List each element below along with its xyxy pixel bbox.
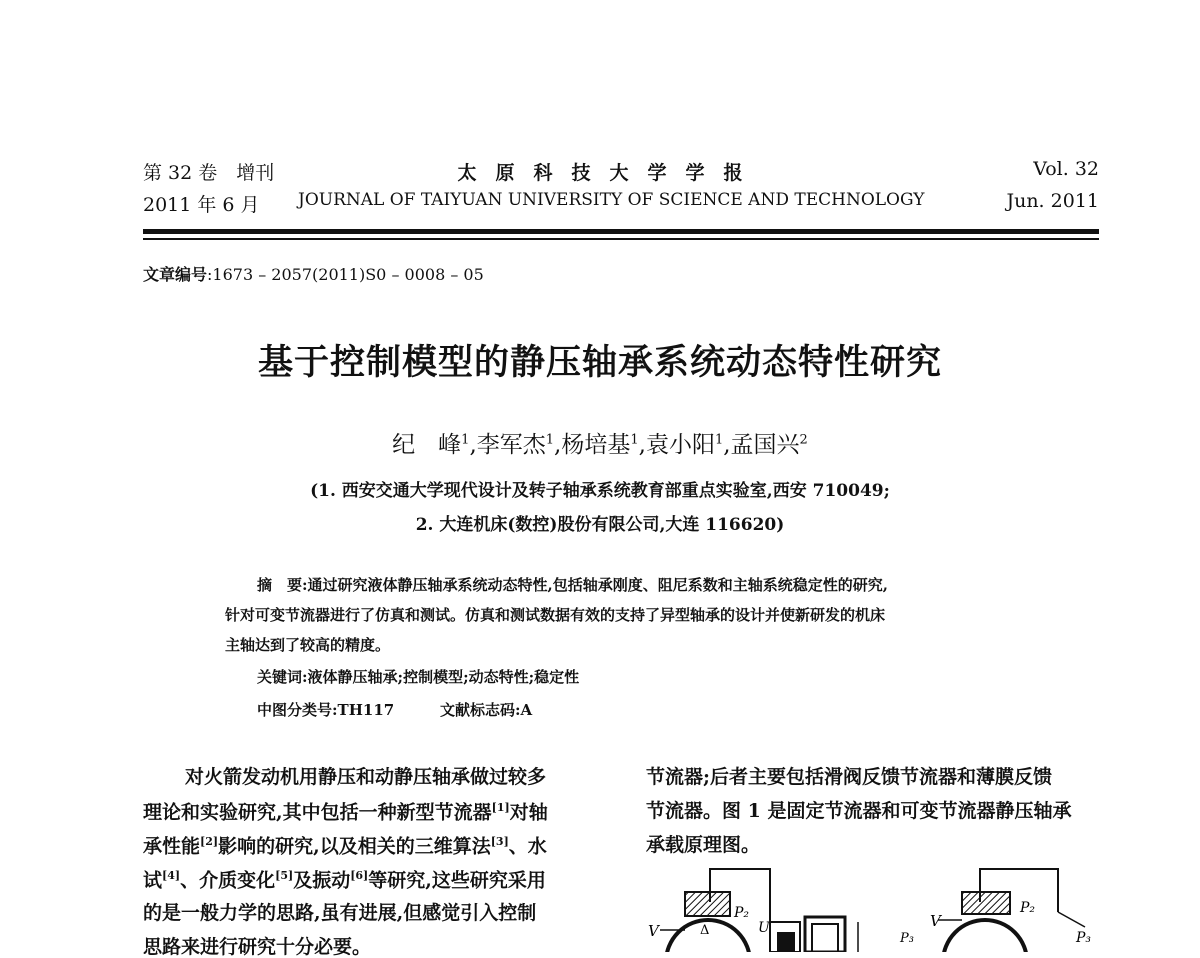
author-name: 李军杰 bbox=[476, 432, 546, 458]
article-number bbox=[143, 262, 484, 285]
citation: [4] bbox=[162, 869, 181, 882]
body-left-line bbox=[143, 870, 546, 890]
label-v: V bbox=[648, 922, 659, 940]
affiliation-line: (1. 西安交通大学现代设计及转子轴承系统教育部重点实验室,西安 710049; bbox=[310, 481, 890, 501]
label-u: U bbox=[758, 920, 770, 936]
label-p-mid: P₃ bbox=[900, 931, 914, 946]
author-aff: 1 bbox=[630, 432, 639, 448]
author-name: 孟国兴 bbox=[730, 432, 800, 458]
volume-en: Vol. 32 bbox=[1033, 158, 1099, 180]
author-name: 袁小阳 bbox=[645, 432, 715, 458]
author-aff: 1 bbox=[545, 432, 555, 448]
label-p3: P₃ bbox=[1076, 930, 1092, 946]
authors-line: 纪 峰$^1$,李军杰$^1$,杨培基$^1$,袁小阳$^1$,孟国兴$^2$ bbox=[392, 432, 808, 458]
keywords-value: :液体静压轴承;控制模型;动态特性;稳定性 bbox=[302, 668, 580, 686]
body-right-line: 节流器;后者主要包括滑阀反馈节流器和薄膜反馈 bbox=[646, 766, 1053, 788]
keywords-label: 关键词 bbox=[257, 668, 303, 686]
label-p2: P₂ bbox=[1020, 900, 1036, 916]
classification-line bbox=[257, 703, 394, 718]
classification-value: :TH117 bbox=[332, 701, 395, 719]
label-p2: P₂ bbox=[734, 905, 750, 921]
body-text: 、介质变化 bbox=[180, 869, 276, 892]
body-text: 试 bbox=[143, 869, 163, 892]
citation: [1] bbox=[491, 801, 510, 814]
journal-title-en: JOURNAL OF TAIYUAN UNIVERSITY OF SCIENCE AND TECHNOLOGY bbox=[298, 190, 925, 210]
citation: [5] bbox=[275, 869, 294, 882]
paper-title: 基于控制模型的静压轴承系统动态特性研究 bbox=[257, 343, 942, 383]
abstract-text: :通过研究液体静压轴承系统动态特性,包括轴承刚度、阻尼系数和主轴系统稳定性的研究, bbox=[302, 576, 889, 594]
variable-throttle-valve bbox=[770, 917, 914, 952]
citation: [6] bbox=[350, 869, 369, 882]
body-text: 影响的研究,以及相关的三维算法 bbox=[218, 835, 491, 858]
citation: [2] bbox=[200, 835, 219, 848]
body-text: 理论和实验研究,其中包括一种新型节流器 bbox=[143, 801, 492, 824]
variable-throttle-bearing bbox=[930, 869, 1091, 952]
header-rule-thick bbox=[143, 229, 1099, 234]
header-rule-thin bbox=[143, 238, 1099, 240]
doc-code-line bbox=[440, 703, 532, 718]
fixed-throttle-bearing bbox=[648, 869, 771, 952]
article-number-label: 文章编号 bbox=[143, 265, 208, 284]
volume-cn: 第 32 卷 增刊 bbox=[143, 162, 275, 184]
author-aff: 1 bbox=[714, 432, 724, 448]
article-number-value: :1673 – 2057(2011)S0 – 0008 – 05 bbox=[207, 265, 484, 284]
doc-code-label: 文献标志码 bbox=[440, 701, 516, 719]
figure-1-diagram bbox=[640, 862, 1110, 952]
body-left-line bbox=[143, 836, 547, 856]
label-delta: Δ bbox=[700, 923, 710, 938]
body-text: 对轴 bbox=[509, 801, 548, 824]
classification-label: 中图分类号 bbox=[257, 701, 333, 719]
body-right-line: 节流器。图 1 是固定节流器和可变节流器静压轴承 bbox=[646, 800, 1072, 822]
body-text: 承性能 bbox=[143, 835, 201, 858]
abstract-line: 主轴达到了较高的精度。 bbox=[225, 636, 391, 654]
doc-code-value: :A bbox=[515, 701, 533, 719]
date-cn: 2011 年 6 月 bbox=[143, 194, 260, 216]
body-left-line: 对火箭发动机用静压和动静压轴承做过较多 bbox=[185, 766, 547, 788]
affiliation-line: 2. 大连机床(数控)股份有限公司,大连 116620) bbox=[415, 515, 785, 535]
body-text: 等研究,这些研究采用 bbox=[368, 869, 546, 892]
date-en: Jun. 2011 bbox=[1006, 190, 1099, 212]
citation: [3] bbox=[490, 835, 509, 848]
journal-title-cn: 太 原 科 技 大 学 学 报 bbox=[457, 162, 743, 184]
author-aff: 1 bbox=[461, 432, 470, 448]
author-name: 杨培基 bbox=[561, 432, 631, 458]
author-name: 纪 峰 bbox=[392, 432, 462, 458]
label-v: V bbox=[930, 912, 941, 930]
body-text: 及振动 bbox=[293, 869, 351, 892]
abstract-label: 摘 要 bbox=[257, 576, 303, 594]
keywords-line bbox=[257, 670, 579, 685]
abstract-line: 针对可变节流器进行了仿真和测试。仿真和测试数据有效的支持了异型轴承的设计并使新研发的机床 bbox=[225, 606, 886, 624]
body-text: 、水 bbox=[508, 835, 547, 858]
body-left-line: 的是一般力学的思路,虽有进展,但感觉引入控制 bbox=[143, 902, 537, 924]
body-left-line: 思路来进行研究十分必要。 bbox=[143, 936, 372, 958]
abstract-line bbox=[257, 578, 888, 593]
body-left-line bbox=[143, 802, 548, 822]
author-aff: 2 bbox=[799, 432, 808, 448]
body-right-line: 承载原理图。 bbox=[646, 834, 761, 856]
